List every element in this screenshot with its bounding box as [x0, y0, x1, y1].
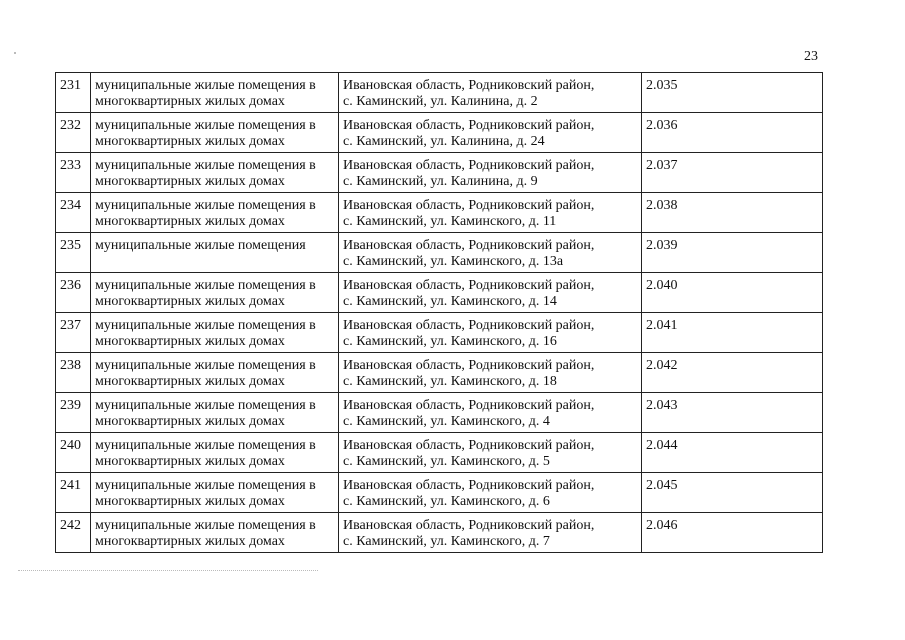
- address-text: Ивановская область, Родниковский район,: [343, 318, 595, 333]
- table-row: [56, 153, 823, 193]
- row-number-text: 242: [60, 518, 81, 533]
- property-type-cell: [91, 393, 339, 433]
- property-type-text: многоквартирных жилых домах: [95, 294, 285, 309]
- row-number-cell: [56, 313, 91, 353]
- address-cell: [339, 353, 642, 393]
- registry-code-text: 2.044: [646, 438, 678, 453]
- address-cell: [339, 273, 642, 313]
- table-row: [56, 353, 823, 393]
- row-number-cell: [56, 393, 91, 433]
- property-type-cell: [91, 433, 339, 473]
- row-number-text: 241: [60, 478, 81, 493]
- property-type-cell: [91, 513, 339, 553]
- property-type-cell: [91, 313, 339, 353]
- registry-code-text: 2.036: [646, 118, 678, 133]
- property-type-text: муниципальные жилые помещения в: [95, 478, 316, 493]
- table-row: [56, 273, 823, 313]
- property-type-text: муниципальные жилые помещения в: [95, 398, 316, 413]
- registry-code-cell: [642, 393, 823, 433]
- property-type-text: многоквартирных жилых домах: [95, 534, 285, 549]
- address-cell: [339, 513, 642, 553]
- address-cell: [339, 73, 642, 113]
- row-number-cell: [56, 73, 91, 113]
- property-type-cell: [91, 193, 339, 233]
- row-number-text: 236: [60, 278, 81, 293]
- property-registry-table: [55, 72, 823, 553]
- property-type-cell: [91, 153, 339, 193]
- property-type-cell: [91, 113, 339, 153]
- registry-code-cell: [642, 313, 823, 353]
- registry-code-cell: [642, 153, 823, 193]
- property-type-text: муниципальные жилые помещения: [95, 238, 306, 253]
- address-text: Ивановская область, Родниковский район,: [343, 518, 595, 533]
- table-row: [56, 473, 823, 513]
- row-number-cell: [56, 353, 91, 393]
- row-number-cell: [56, 233, 91, 273]
- address-cell: [339, 473, 642, 513]
- property-type-cell: [91, 273, 339, 313]
- row-number-cell: [56, 193, 91, 233]
- address-cell: [339, 113, 642, 153]
- property-type-cell: [91, 73, 339, 113]
- row-number-cell: [56, 153, 91, 193]
- registry-code-cell: [642, 73, 823, 113]
- property-type-text: многоквартирных жилых домах: [95, 174, 285, 189]
- property-type-text: многоквартирных жилых домах: [95, 214, 285, 229]
- address-text: с. Каминский, ул. Каминского, д. 4: [343, 414, 550, 429]
- row-number-cell: [56, 473, 91, 513]
- table-row: [56, 113, 823, 153]
- registry-code-cell: [642, 273, 823, 313]
- property-type-cell: [91, 233, 339, 273]
- registry-code-text: 2.038: [646, 198, 678, 213]
- address-text: Ивановская область, Родниковский район,: [343, 478, 595, 493]
- address-text: с. Каминский, ул. Каминского, д. 16: [343, 334, 557, 349]
- registry-code-text: 2.040: [646, 278, 678, 293]
- address-text: Ивановская область, Родниковский район,: [343, 238, 595, 253]
- registry-code-cell: [642, 513, 823, 553]
- registry-code-cell: [642, 353, 823, 393]
- property-type-text: муниципальные жилые помещения в: [95, 518, 316, 533]
- table-row: [56, 433, 823, 473]
- property-type-text: многоквартирных жилых домах: [95, 374, 285, 389]
- registry-code-text: 2.043: [646, 398, 678, 413]
- address-text: с. Каминский, ул. Каминского, д. 6: [343, 494, 550, 509]
- registry-code-text: 2.037: [646, 158, 678, 173]
- row-number-text: 235: [60, 238, 81, 253]
- table-row: [56, 73, 823, 113]
- registry-code-text: 2.042: [646, 358, 678, 373]
- registry-code-text: 2.041: [646, 318, 678, 333]
- address-text: с. Каминский, ул. Каминского, д. 11: [343, 214, 557, 229]
- property-type-text: муниципальные жилые помещения в: [95, 158, 316, 173]
- property-type-text: муниципальные жилые помещения в: [95, 318, 316, 333]
- row-number-cell: [56, 513, 91, 553]
- address-text: Ивановская область, Родниковский район,: [343, 158, 595, 173]
- address-text: с. Каминский, ул. Каминского, д. 5: [343, 454, 550, 469]
- address-cell: [339, 193, 642, 233]
- address-text: Ивановская область, Родниковский район,: [343, 278, 595, 293]
- address-text: Ивановская область, Родниковский район,: [343, 398, 595, 413]
- registry-code-cell: [642, 193, 823, 233]
- property-type-cell: [91, 353, 339, 393]
- address-cell: [339, 153, 642, 193]
- property-type-text: многоквартирных жилых домах: [95, 134, 285, 149]
- table-row: [56, 193, 823, 233]
- property-type-cell: [91, 473, 339, 513]
- address-text: Ивановская область, Родниковский район,: [343, 358, 595, 373]
- property-type-text: муниципальные жилые помещения в: [95, 118, 316, 133]
- registry-code-text: 2.046: [646, 518, 678, 533]
- address-cell: [339, 233, 642, 273]
- address-text: Ивановская область, Родниковский район,: [343, 78, 595, 93]
- registry-code-cell: [642, 433, 823, 473]
- address-text: Ивановская область, Родниковский район,: [343, 118, 595, 133]
- registry-code-cell: [642, 113, 823, 153]
- property-type-text: муниципальные жилые помещения в: [95, 78, 316, 93]
- address-text: с. Каминский, ул. Калинина, д. 2: [343, 94, 538, 109]
- row-number-cell: [56, 433, 91, 473]
- property-type-text: многоквартирных жилых домах: [95, 454, 285, 469]
- property-type-text: муниципальные жилые помещения в: [95, 438, 316, 453]
- table-row: [56, 393, 823, 433]
- address-text: с. Каминский, ул. Калинина, д. 24: [343, 134, 545, 149]
- row-number-text: 237: [60, 318, 81, 333]
- row-number-text: 239: [60, 398, 81, 413]
- property-type-text: муниципальные жилые помещения в: [95, 278, 316, 293]
- table-row: [56, 233, 823, 273]
- registry-code-text: 2.039: [646, 238, 678, 253]
- address-text: Ивановская область, Родниковский район,: [343, 198, 595, 213]
- property-type-text: муниципальные жилые помещения в: [95, 198, 316, 213]
- address-cell: [339, 393, 642, 433]
- address-text: с. Каминский, ул. Каминского, д. 14: [343, 294, 557, 309]
- page-number: 23: [804, 49, 818, 64]
- table-row: [56, 313, 823, 353]
- address-text: с. Каминский, ул. Каминского, д. 13а: [343, 254, 564, 269]
- row-number-text: 232: [60, 118, 81, 133]
- registry-code-cell: [642, 473, 823, 513]
- property-type-text: многоквартирных жилых домах: [95, 414, 285, 429]
- row-number-text: 233: [60, 158, 81, 173]
- row-number-text: 234: [60, 198, 81, 213]
- row-number-text: 238: [60, 358, 81, 373]
- property-type-text: многоквартирных жилых домах: [95, 494, 285, 509]
- property-type-text: многоквартирных жилых домах: [95, 334, 285, 349]
- row-number-cell: [56, 273, 91, 313]
- property-type-text: муниципальные жилые помещения в: [95, 358, 316, 373]
- registry-code-text: 2.045: [646, 478, 678, 493]
- registry-code-cell: [642, 233, 823, 273]
- row-number-text: 231: [60, 78, 81, 93]
- scan-artifact: [14, 52, 16, 54]
- row-number-text: 240: [60, 438, 81, 453]
- address-text: с. Каминский, ул. Калинина, д. 9: [343, 174, 538, 189]
- address-text: с. Каминский, ул. Каминского, д. 18: [343, 374, 557, 389]
- table-row: [56, 513, 823, 553]
- address-text: Ивановская область, Родниковский район,: [343, 438, 595, 453]
- registry-code-text: 2.035: [646, 78, 678, 93]
- property-type-text: многоквартирных жилых домах: [95, 94, 285, 109]
- row-number-cell: [56, 113, 91, 153]
- address-text: с. Каминский, ул. Каминского, д. 7: [343, 534, 550, 549]
- scan-artifact: [18, 570, 318, 572]
- address-cell: [339, 433, 642, 473]
- table-body: [56, 73, 823, 553]
- address-cell: [339, 313, 642, 353]
